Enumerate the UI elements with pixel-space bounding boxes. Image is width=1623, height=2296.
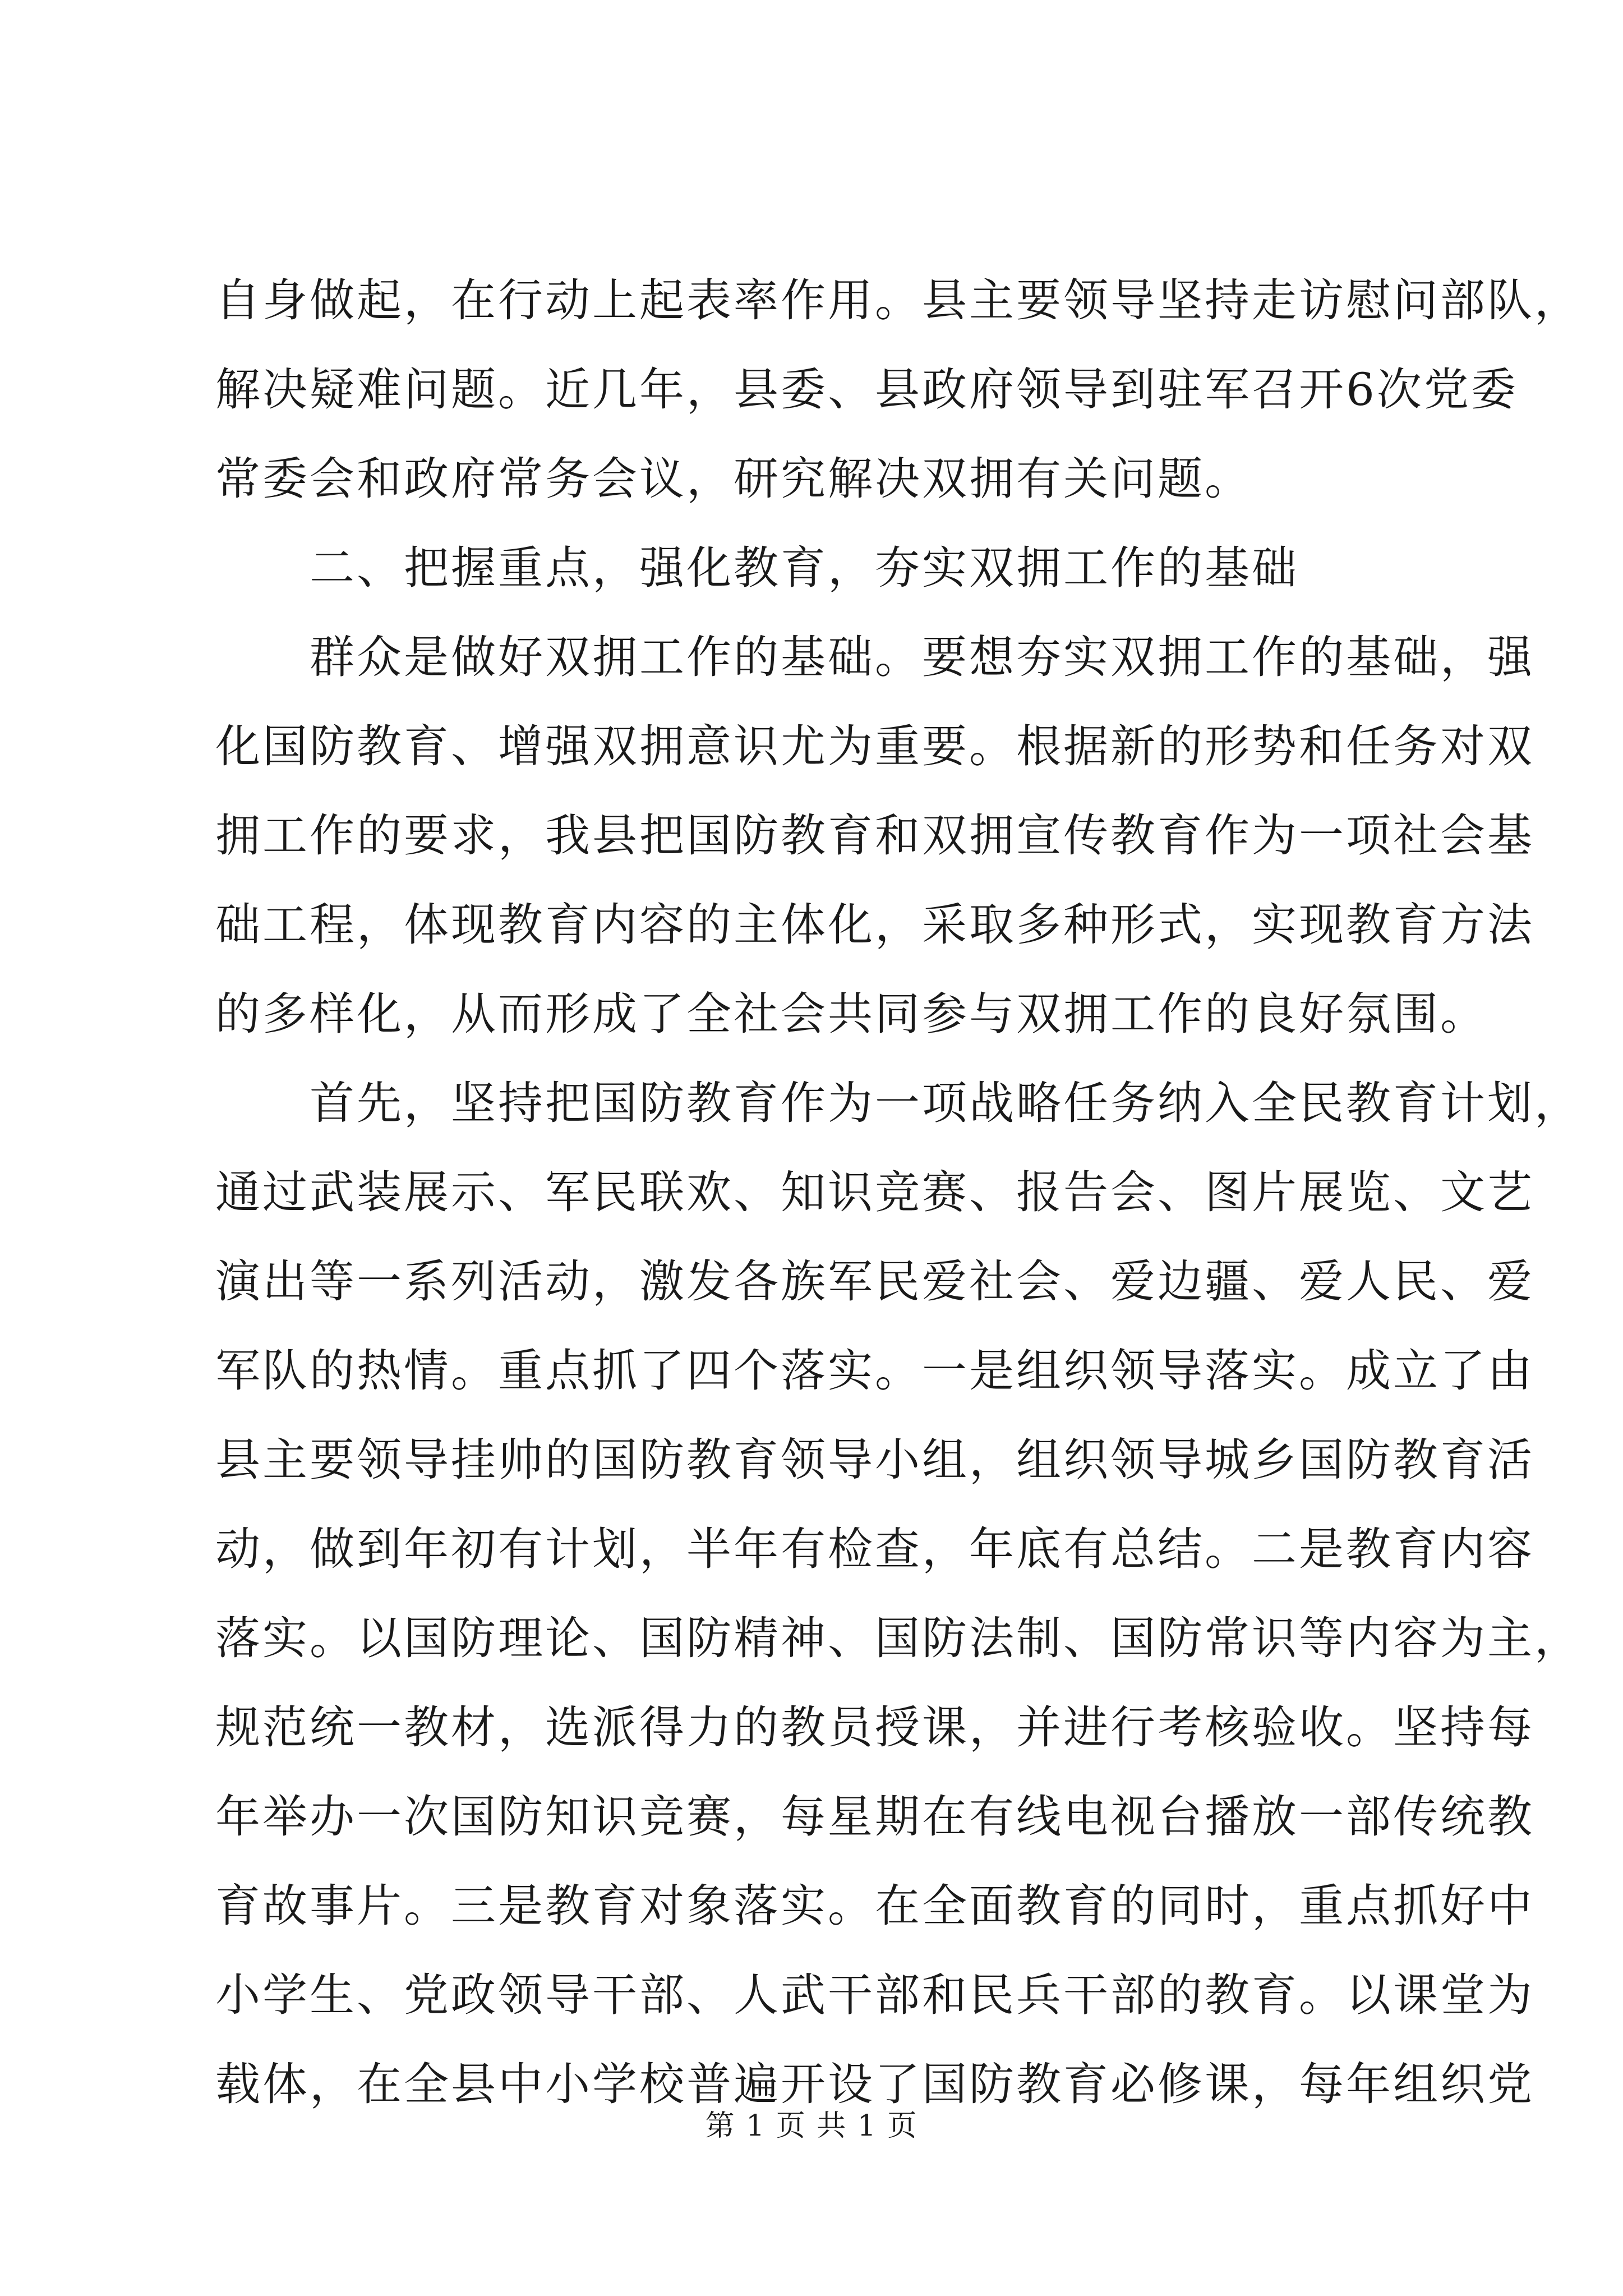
text-line: 础工程，体现教育内容的主体化，采取多种形式，实现教育方法 (215, 899, 1534, 951)
text-line: 常委会和政府常务会议，研究解决双拥有关问题。 (215, 453, 1252, 505)
text-line: 自身做起，在行动上起表率作用。县主要领导坚持走访慰问部队， (215, 274, 1581, 326)
text-line: 通过武装展示、军民联欢、知识竞赛、报告会、图片展览、文艺 (215, 1166, 1534, 1218)
text-line: 县主要领导挂帅的国防教育领导小组，组织领导城乡国防教育活 (215, 1434, 1534, 1486)
text-line: 化国防教育、增强双拥意识尤为重要。根据新的形势和任务对双 (215, 720, 1534, 772)
section-heading: 二、把握重点，强化教育，夯实双拥工作的基础 (310, 542, 1299, 594)
text-line: 规范统一教材，选派得力的教员授课，并进行考核验收。坚持每 (215, 1701, 1534, 1754)
text-line: 落实。以国防理论、国防精神、国防法制、国防常识等内容为主， (215, 1612, 1581, 1664)
text-line: 动，做到年初有计划，半年有检查，年底有总结。二是教育内容 (215, 1523, 1534, 1575)
text-line: 军队的热情。重点抓了四个落实。一是组织领导落实。成立了由 (215, 1345, 1534, 1397)
text-line: 的多样化，从而形成了全社会共同参与双拥工作的良好氛围。 (215, 988, 1487, 1040)
text-line: 群众是做好双拥工作的基础。要想夯实双拥工作的基础，强 (310, 631, 1534, 683)
text-line: 育故事片。三是教育对象落实。在全面教育的同时，重点抓好中 (215, 1880, 1534, 1932)
page-number-label: 第 1 页 共 1 页 (705, 2109, 918, 2143)
text-line: 演出等一系列活动，激发各族军民爱社会、爱边疆、爱人民、爱 (215, 1255, 1534, 1308)
text-line: 拥工作的要求，我县把国防教育和双拥宣传教育作为一项社会基 (215, 809, 1534, 862)
text-line: 载体，在全县中小学校普遍开设了国防教育必修课，每年组织党 (215, 2058, 1534, 2110)
text-line: 年举办一次国防知识竞赛，每星期在有线电视台播放一部传统教 (215, 1791, 1534, 1843)
page-footer (0, 2106, 1623, 2146)
text-line: 首先，坚持把国防教育作为一项战略任务纳入全民教育计划， (310, 1077, 1581, 1129)
document-body (215, 256, 1581, 2129)
text-line: 小学生、党政领导干部、人武干部和民兵干部的教育。以课堂为 (215, 1969, 1534, 2021)
text-line: 解决疑难问题。近几年，县委、县政府领导到驻军召开6次党委 (215, 364, 1518, 416)
